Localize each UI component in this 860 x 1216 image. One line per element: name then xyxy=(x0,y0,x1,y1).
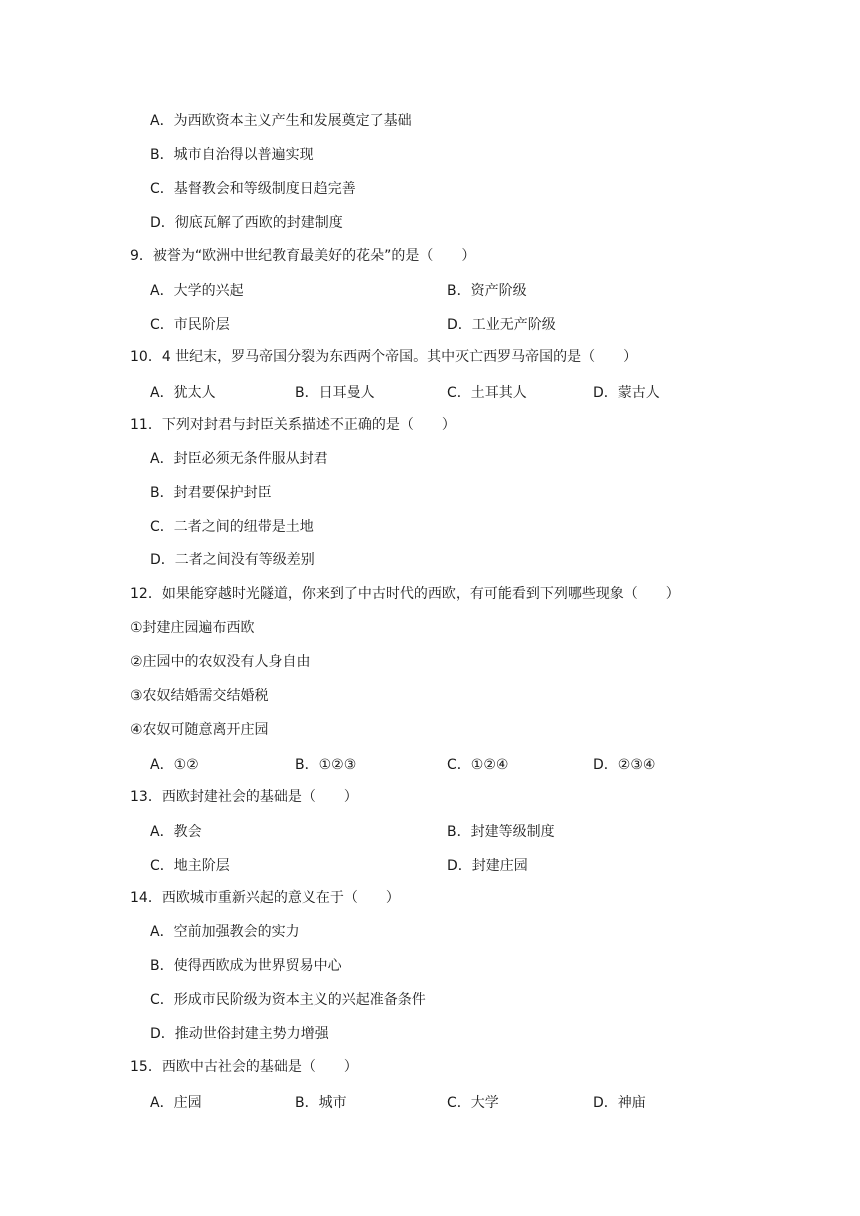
q13-stem: 13．西欧封建社会的基础是（ ） xyxy=(130,789,358,805)
q14-stem: 14．西欧城市重新兴起的意义在于（ ） xyxy=(130,890,400,906)
q9-stem: 9．被誉为“欧洲中世纪教育最美好的花朵”的是（ ） xyxy=(130,248,476,264)
q15-option-b: B．城市 xyxy=(295,1095,347,1111)
q11-option-b: B．封君要保护封臣 xyxy=(150,485,272,501)
q15-option-d: D．神庙 xyxy=(593,1095,646,1111)
q14-option-d: D．推动世俗封建主势力增强 xyxy=(150,1026,329,1042)
q9-option-d: D．工业无产阶级 xyxy=(447,317,556,333)
q12-option-a: A．①② xyxy=(150,757,199,773)
q8-option-a: A．为西欧资本主义产生和发展奠定了基础 xyxy=(150,113,412,129)
q15-stem: 15．西欧中古社会的基础是（ ） xyxy=(130,1059,358,1075)
q12-options-row xyxy=(150,754,710,774)
q11-option-a: A．封臣必须无条件服从封君 xyxy=(150,451,328,467)
q14-option-c: C．形成市民阶级为资本主义的兴起准备条件 xyxy=(150,992,426,1008)
q13-option-c: C．地主阶层 xyxy=(150,858,230,874)
q10-option-a: A．犹太人 xyxy=(150,385,216,401)
q13-option-a: A．教会 xyxy=(150,824,202,840)
q9-options-row1 xyxy=(150,280,710,300)
q10-option-b: B．日耳曼人 xyxy=(295,385,375,401)
q8-option-d: D．彻底瓦解了西欧的封建制度 xyxy=(150,215,343,231)
q12-option-d: D．②③④ xyxy=(593,757,656,773)
q12-option-c: C．①②④ xyxy=(447,757,509,773)
q9-option-c: C．市民阶层 xyxy=(150,317,230,333)
q9-option-a: A．大学的兴起 xyxy=(150,283,244,299)
q9-option-b: B．资产阶级 xyxy=(447,283,527,299)
q8-option-c: C．基督教会和等级制度日趋完善 xyxy=(150,181,356,197)
q13-option-d: D．封建庄园 xyxy=(447,858,528,874)
q9-options-row2 xyxy=(150,314,710,334)
q15-option-c: C．大学 xyxy=(447,1095,499,1111)
q15-option-a: A．庄园 xyxy=(150,1095,202,1111)
q13-options-row1 xyxy=(150,821,710,841)
q15-options-row xyxy=(150,1092,710,1112)
q13-option-b: B．封建等级制度 xyxy=(447,824,555,840)
q11-option-c: C．二者之间的纽带是土地 xyxy=(150,519,314,535)
q12-stem: 12．如果能穿越时光隧道，你来到了中古时代的西欧，有可能看到下列哪些现象（ ） xyxy=(130,586,680,602)
q8-option-b: B．城市自治得以普遍实现 xyxy=(150,147,314,163)
q10-option-c: C．土耳其人 xyxy=(447,385,527,401)
q13-options-row2 xyxy=(150,855,710,875)
q10-stem: 10．4 世纪末，罗马帝国分裂为东西两个帝国。其中灭亡西罗马帝国的是（ ） xyxy=(130,349,638,365)
q12-statement-1: ①封建庄园遍布西欧 xyxy=(130,620,255,636)
q11-option-d: D．二者之间没有等级差别 xyxy=(150,552,315,568)
q12-option-b: B．①②③ xyxy=(295,757,357,773)
q11-stem: 11．下列对封君与封臣关系描述不正确的是（ ） xyxy=(130,417,456,433)
q12-statement-4: ④农奴可随意离开庄园 xyxy=(130,722,269,738)
q14-option-a: A．空前加强教会的实力 xyxy=(150,924,300,940)
q10-options-row xyxy=(150,382,710,402)
q12-statement-2: ②庄园中的农奴没有人身自由 xyxy=(130,654,311,670)
q14-option-b: B．使得西欧成为世界贸易中心 xyxy=(150,958,342,974)
q12-statement-3: ③农奴结婚需交结婚税 xyxy=(130,688,269,704)
q10-option-d: D．蒙古人 xyxy=(593,385,660,401)
